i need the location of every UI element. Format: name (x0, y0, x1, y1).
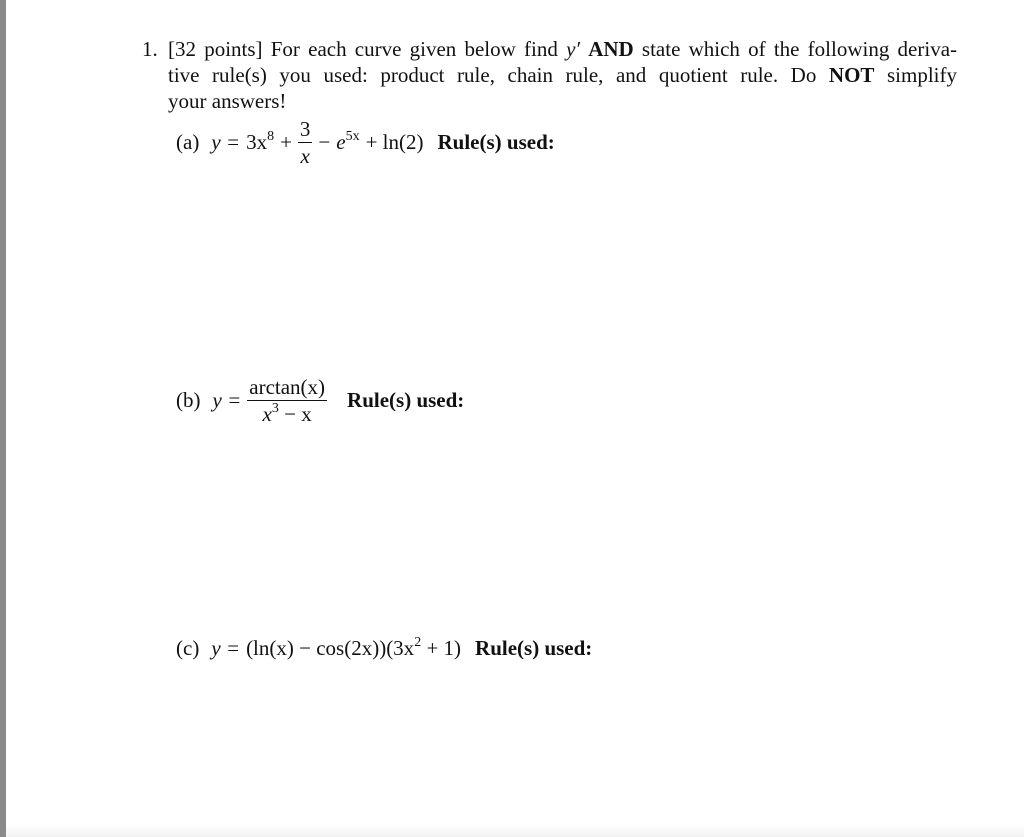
instructions-line-1: [32 points] For each curve given below find y′ AND state which of the following deriva- (168, 37, 958, 61)
part-b (176, 376, 464, 425)
part-a-log: + ln(2) (365, 130, 424, 154)
part-a: (a) y = $3x^8$ + $\frac{3}{x}$ − $e^{5x}$ + ln(2) Rule(s) used: (176, 117, 555, 168)
part-a-exponential: $e^{5x}$ (336, 129, 360, 154)
page-left-edge (0, 0, 6, 837)
page-bottom-shadow (6, 823, 1024, 837)
part-b-label: (b) (176, 388, 201, 412)
not-bold: NOT (828, 63, 875, 87)
part-c (176, 636, 592, 661)
y-prime: y′ (566, 37, 580, 61)
part-a-lhs: y = (211, 130, 241, 154)
problem-1 (142, 36, 957, 114)
and-bold: AND (588, 37, 634, 61)
part-a-term1: $3x^8$ (246, 129, 275, 154)
part-c-expression: $(\ln(x) - \cos(2x))(3x^2 + 1)$ (246, 635, 462, 660)
instructions-line-3: your answers! (168, 89, 287, 113)
part-b-rules-used: Rule(s) used: (347, 388, 465, 412)
part-c-label: (c) (176, 636, 200, 660)
part-a-label: (a) (176, 130, 200, 154)
instructions-line-2: tive rule(s) you used: product rule, chain rule, and quotient rule. Do NOT simplify (168, 63, 957, 87)
problem-number: 1. (142, 37, 158, 61)
problem-instructions (168, 36, 957, 114)
part-b-fraction: $\frac{\arctan(x)}{x^3 - x}$ (249, 375, 326, 426)
part-b-lhs: y = (212, 388, 242, 412)
part-c-rules-used: Rule(s) used: (475, 636, 593, 660)
part-c-lhs: y = (211, 636, 241, 660)
part-a-rules-used: Rule(s) used: (437, 130, 555, 154)
part-a-fraction: $\frac{3}{x}$ (299, 117, 311, 168)
